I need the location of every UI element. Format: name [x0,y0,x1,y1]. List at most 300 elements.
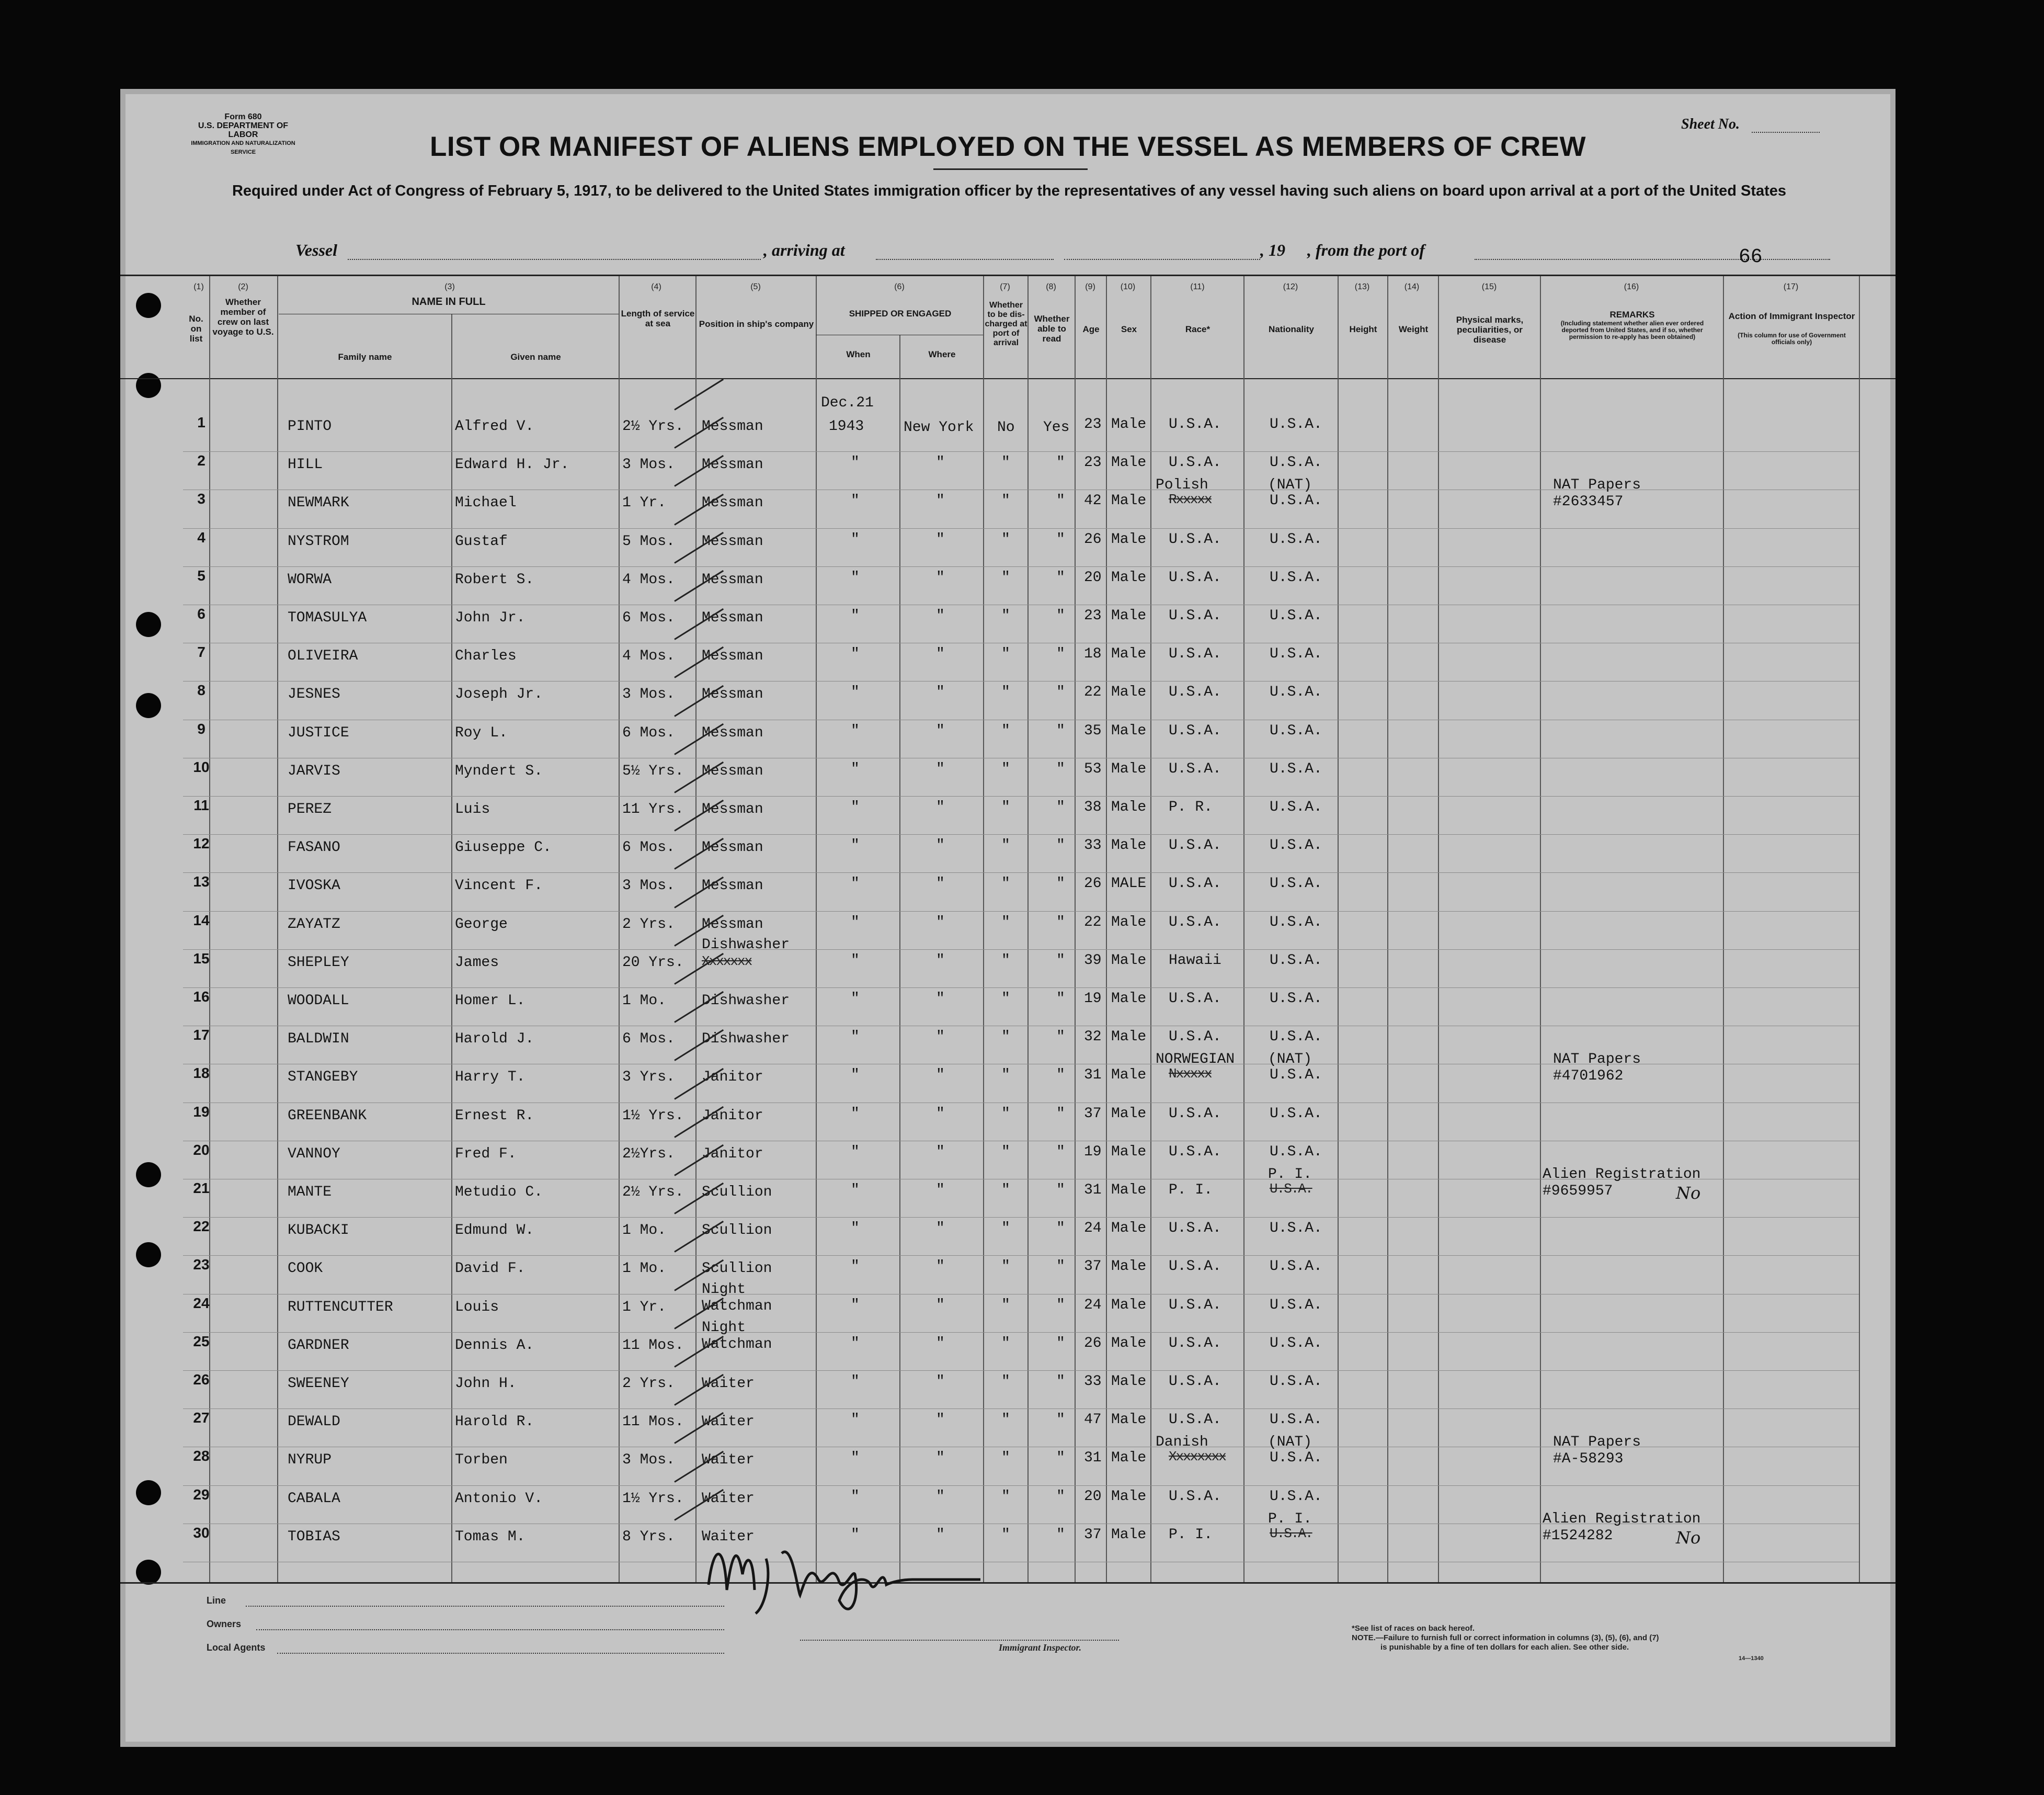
given-name: Harold J. [455,1031,534,1048]
col-number: (11) [1190,282,1205,291]
given-name: Edmund W. [455,1222,534,1239]
nationality-struck: U.S.A. [1270,1525,1312,1541]
ditto-where: " [936,1258,945,1275]
age: 42 [1084,493,1102,509]
remark-number: #A-58293 [1553,1451,1624,1468]
sex: Male [1111,569,1147,586]
length-of-service: 6 Mos. [622,610,675,626]
given-name: Tomas M. [455,1528,526,1545]
row-number: 6 [197,606,205,622]
ditto-when: " [851,608,860,624]
row-number: 15 [193,950,210,967]
length-of-service: 1½ Yrs. [622,1107,684,1124]
nationality: U.S.A. [1270,416,1322,433]
race-struck: Nxxxxx [1169,1066,1212,1082]
given-name: Roy L. [455,724,508,741]
sex: Male [1111,684,1147,701]
nationality: U.S.A. [1270,455,1322,471]
header-action-note: (This column for use of Government officials only) [1738,332,1846,346]
sex: Male [1111,1526,1147,1543]
position-above: Night [702,1281,746,1298]
ditto-when: " [851,952,860,969]
row-number: 16 [193,989,210,1005]
length-of-service: 3 Yrs. [622,1069,675,1086]
length-of-service: 2½ Yrs. [622,418,684,435]
arriving-field [876,259,1054,260]
row-number: 18 [193,1065,210,1082]
port-label: , from the port of [1307,241,1425,259]
ditto-when: " [851,1182,860,1198]
ditto-discharged: " [1001,646,1010,663]
age: 23 [1084,455,1102,471]
header-physical-marks: Physical marks, peculiarities, or disease [1456,315,1524,345]
col-number: (17) [1783,282,1799,291]
length-of-service: 20 Yrs. [622,954,684,971]
ditto-read: " [1056,569,1065,586]
sex: Male [1111,1105,1147,1122]
punch-hole [136,373,161,398]
age: 18 [1084,646,1102,663]
col-sep [899,335,900,1582]
ditto-read: " [1056,608,1065,624]
ditto-where: " [936,837,945,854]
vessel-field [348,259,761,260]
date-field [1064,259,1260,260]
col-sep [1387,276,1388,1582]
family-name: KUBACKI [288,1222,349,1239]
length-of-service: 3 Mos. [622,457,675,473]
row-number: 2 [197,452,205,469]
given-name: George [455,916,508,933]
race: U.S.A. [1169,455,1221,471]
given-name: Antonio V. [455,1490,543,1507]
ditto-when: " [851,1220,860,1237]
ditto-read: " [1056,455,1065,471]
age: 38 [1084,799,1102,815]
length-of-service: 1 Mo. [622,993,667,1009]
family-name: RUTTENCUTTER [288,1299,393,1315]
footer-note-fine: is punishable by a fine of ten dollars for each alien. See other side. [1380,1643,1629,1652]
row-number: 9 [197,720,205,737]
nationality: U.S.A. [1270,1105,1322,1122]
position: Waiter [702,1452,755,1469]
ditto-read: " [1056,722,1065,739]
position: Messman [702,878,763,894]
given-name: James [455,954,499,971]
remark-number: #9659957 [1543,1183,1613,1199]
col-number: (7) [1000,282,1010,291]
row-rule [183,911,1859,912]
age: 20 [1084,569,1102,586]
family-name: JUSTICE [288,724,349,741]
form-number: Form 680 [224,112,262,121]
sex: Male [1111,1297,1147,1313]
col-sep [816,276,817,1582]
ditto-read: " [1056,1335,1065,1351]
family-name: FASANO [288,839,340,856]
given-name: Joseph Jr. [455,686,543,703]
ditto-where: " [936,1488,945,1505]
row-rule [183,1485,1859,1486]
ditto-when: " [851,1488,860,1505]
ditto-read: " [1056,1297,1065,1313]
sex: Male [1111,1488,1147,1505]
col-number: (3) [444,282,455,291]
ditto-read: " [1056,760,1065,777]
length-of-service: 11 Mos. [622,1337,684,1354]
row-number: 21 [193,1180,210,1196]
footer-line-label: Line [207,1595,226,1606]
ditto-when: " [851,760,860,777]
position: Messman [702,916,763,933]
family-name: MANTE [288,1184,332,1200]
given-name: Michael [455,495,517,512]
header-discharged: Whether to be dis-charged at port of arrival [985,301,1027,347]
given-name: Torben [455,1452,508,1469]
footer-agents-label: Local Agents [207,1642,266,1653]
header-height: Height [1349,324,1377,334]
ditto-discharged: " [1001,837,1010,854]
header-length-of-service: Length of service at sea [621,309,695,328]
age: 26 [1084,531,1102,548]
ditto-when: " [851,1373,860,1390]
ditto-discharged: " [1001,608,1010,624]
position: Watchman [702,1298,772,1314]
race: P. I. [1169,1526,1213,1543]
nationality: U.S.A. [1270,1373,1322,1390]
ditto-when: " [851,569,860,586]
age: 39 [1084,952,1102,969]
ditto-discharged: " [1001,760,1010,777]
length-of-service: 3 Mos. [622,1452,675,1469]
ditto-where: " [936,722,945,739]
position: Messman [702,457,763,473]
position: Scullion [702,1222,772,1239]
row-number: 30 [193,1524,210,1541]
ditto-read: " [1056,1220,1065,1237]
nationality: U.S.A. [1270,1297,1322,1313]
age: 24 [1084,1297,1102,1313]
length-of-service: 4 Mos. [622,571,675,588]
ditto-discharged: " [1001,1488,1010,1505]
ditto-where: " [936,799,945,815]
family-name: JESNES [288,686,340,703]
ditto-read: " [1056,1067,1065,1084]
race: U.S.A. [1169,991,1221,1007]
row-rule [183,1408,1859,1409]
given-name: Gustaf [455,533,508,550]
position: Waiter [702,1414,755,1430]
header-bottom-rule [120,378,1895,379]
age: 47 [1084,1412,1102,1428]
sex: Male [1111,493,1147,509]
punch-hole [136,1560,161,1585]
given-name: Harry T. [455,1069,526,1086]
ditto-read: " [1056,531,1065,548]
col-number: (2) [238,282,248,291]
race: U.S.A. [1169,608,1221,624]
ditto-when: " [851,1067,860,1084]
length-of-service: 1 Yr. [622,495,667,512]
header-where: Where [928,349,956,359]
position: Messman [702,648,763,665]
header-when: When [846,349,871,359]
port-field [1475,259,1830,260]
nationality: U.S.A. [1270,952,1322,969]
remark-title: NAT Papers [1553,1051,1641,1068]
row-rule [183,949,1859,950]
row-number: 1 [197,414,205,430]
ditto-discharged: " [1001,1067,1010,1084]
ditto-where: " [936,531,945,548]
remark-handwritten: No [1676,1183,1701,1203]
col-number: (10) [1120,282,1136,291]
age: 33 [1084,1373,1102,1390]
remark-number: #2633457 [1553,494,1624,510]
nationality: U.S.A. [1270,608,1322,624]
row-number: 29 [193,1486,210,1503]
length-of-service: 2 Yrs. [622,1376,675,1392]
length-of-service: 5 Mos. [622,533,675,550]
given-name: Myndert S. [455,763,543,779]
ditto-where: " [936,1297,945,1313]
row-number: 4 [197,529,205,546]
ditto-where: " [936,914,945,930]
ditto-when: " [851,1526,860,1543]
race: U.S.A. [1169,1220,1221,1237]
position: Messman [702,763,763,779]
inspector-line [800,1640,1119,1641]
remark-handwritten: No [1676,1527,1701,1548]
header-given-name: Given name [510,352,561,362]
row-number: 25 [193,1333,210,1349]
ditto-where: " [936,1412,945,1428]
ditto-discharged: " [1001,1220,1010,1237]
position: Dishwasher [702,993,790,1009]
ditto-where: " [936,646,945,663]
ditto-discharged: " [1001,1335,1010,1351]
family-name: GREENBANK [288,1107,367,1124]
ditto-discharged: " [1001,952,1010,969]
race: U.S.A. [1169,876,1221,892]
ditto-read: " [1056,1182,1065,1198]
nationality: U.S.A. [1270,1143,1322,1160]
header-no-on-list: No. on list [189,314,203,344]
length-of-service: 2½ Yrs. [622,1184,684,1200]
ditto-discharged: " [1001,1526,1010,1543]
sex: Male [1111,1182,1147,1198]
sex: Male [1111,1220,1147,1237]
row-number: 19 [193,1103,210,1120]
ditto-discharged: " [1001,914,1010,930]
ditto-when: " [851,991,860,1007]
row-number: 27 [193,1410,210,1426]
nationality-note: P. I. [1268,1166,1312,1183]
punch-hole [136,693,161,718]
ditto-discharged: " [1001,1412,1010,1428]
nationality: U.S.A. [1270,1220,1322,1237]
row-number: 24 [193,1294,210,1311]
ditto-discharged: " [1001,799,1010,815]
family-name: PEREZ [288,801,332,817]
col-sep [1150,276,1151,1582]
col-number: (16) [1624,282,1639,291]
family-name: JARVIS [288,763,340,779]
position-above: Dishwasher [702,936,790,953]
ditto-discharged: " [1001,1105,1010,1122]
nationality: U.S.A. [1270,876,1322,892]
ditto-where: " [936,684,945,701]
ditto-discharged: " [1001,1258,1010,1275]
row-rule [183,1217,1859,1218]
ditto-discharged: " [1001,531,1010,548]
form-service: IMMIGRATION AND NATURALIZATION SERVICE [191,140,295,155]
race: U.S.A. [1169,1105,1221,1122]
ditto-read: " [1056,876,1065,892]
row-number: 5 [197,567,205,584]
position: Janitor [702,1145,763,1162]
row-number: 20 [193,1141,210,1158]
header-shipped: SHIPPED OR ENGAGED [849,309,952,319]
punch-hole [136,612,161,637]
footer-line-field [246,1606,724,1607]
row-number: 28 [193,1448,210,1464]
length-of-service: 6 Mos. [622,839,675,856]
row-rule [183,1370,1859,1371]
age: 33 [1084,837,1102,854]
family-name: PINTO [288,418,332,435]
sex: Male [1111,646,1147,663]
inspector-signature-image [688,1522,1106,1627]
nationality: U.S.A. [1270,493,1322,509]
header-remarks-note: (Including statement whether alien ever ordered deported from United States, and if so, whether permission to re-apply has been obtained) [1560,320,1704,340]
length-of-service: 6 Mos. [622,724,675,741]
ditto-discharged: " [1001,1143,1010,1160]
length-of-service: 5½ Yrs. [622,763,684,779]
family-name: WOODALL [288,993,349,1009]
position: Messman [702,610,763,626]
nationality: U.S.A. [1270,1335,1322,1351]
given-name: Metudio C. [455,1184,543,1200]
remark-title: NAT Papers [1553,1434,1641,1451]
nationality: U.S.A. [1270,799,1322,815]
header-family-name: Family name [338,352,392,362]
footer-owners-label: Owners [207,1619,242,1629]
nationality: U.S.A. [1270,1450,1322,1467]
position: Messman [702,418,763,435]
col-number: (9) [1085,282,1095,291]
inspector-label: Immigrant Inspector. [999,1642,1082,1653]
ditto-where: " [936,569,945,586]
ditto-when: " [851,722,860,739]
arriving-label: , arriving at [763,241,845,259]
row-number: 8 [197,682,205,699]
col-sep [1027,276,1029,1582]
race: U.S.A. [1169,684,1221,701]
row-number: 26 [193,1371,210,1388]
family-name: NEWMARK [288,495,349,512]
col-sep [277,276,278,1582]
col-number: (14) [1404,282,1420,291]
ditto-read: " [1056,646,1065,663]
family-name: CABALA [288,1490,340,1507]
race: U.S.A. [1169,531,1221,548]
age: 26 [1084,1335,1102,1351]
position-above: Night [702,1319,746,1336]
given-name: Dennis A. [455,1337,534,1354]
ditto-where: " [936,1220,945,1237]
col-sep [1540,276,1541,1582]
nationality-note: (NAT) [1268,1434,1312,1451]
ditto-read: " [1056,684,1065,701]
length-of-service: 1 Mo. [622,1222,667,1239]
ditto-where: " [936,1182,945,1198]
position: Messman [702,495,763,512]
nationality-note: P. I. [1268,1510,1312,1527]
position: Waiter [702,1376,755,1392]
col-sep [1338,276,1339,1582]
ditto-where: " [936,608,945,624]
ditto-discharged: " [1001,722,1010,739]
given-name: John H. [455,1376,517,1392]
ditto-read: " [1056,1258,1065,1275]
ditto-where: " [936,1029,945,1046]
given-name: Harold R. [455,1414,534,1430]
shipped-when-year: 1943 [829,418,864,435]
race: U.S.A. [1169,1373,1221,1390]
ditto-where: " [936,952,945,969]
col-sep [983,276,984,1582]
position: Scullion [702,1260,772,1277]
family-name: OLIVEIRA [288,648,358,665]
ditto-where: " [936,493,945,509]
row-rule [183,451,1859,452]
age: 37 [1084,1105,1102,1122]
row-rule [183,987,1859,988]
ditto-discharged: " [1001,455,1010,471]
col-number: (8) [1046,282,1056,291]
ditto-where: " [936,1526,945,1543]
ditto-when: " [851,1297,860,1313]
shipped-when-month: Dec.21 [821,395,874,411]
header-able-to-read: Whether able to read [1034,314,1070,344]
ditto-read: " [1056,1450,1065,1467]
ditto-where: " [936,1450,945,1467]
position: Dishwasher [702,1031,790,1048]
table-top-rule [120,275,1895,276]
age: 23 [1084,416,1102,433]
position: Messman [702,724,763,741]
col-sep [1243,276,1244,1582]
row-number: 17 [193,1027,210,1043]
family-name: SHEPLEY [288,954,349,971]
form-department: U.S. DEPARTMENT OF LABOR [198,121,289,139]
race: U.S.A. [1169,1297,1221,1313]
checkmark-tick [674,379,724,411]
age: 31 [1084,1182,1102,1198]
position: Messman [702,571,763,588]
nationality: U.S.A. [1270,531,1322,548]
ditto-discharged: " [1001,684,1010,701]
ditto-discharged: " [1001,1450,1010,1467]
race: U.S.A. [1169,569,1221,586]
given-name: John Jr. [455,610,526,626]
race: U.S.A. [1169,1488,1221,1505]
race: U.S.A. [1169,837,1221,854]
family-name: BALDWIN [288,1031,349,1048]
punch-hole [136,293,161,318]
race-corrected: Polish [1156,477,1208,494]
